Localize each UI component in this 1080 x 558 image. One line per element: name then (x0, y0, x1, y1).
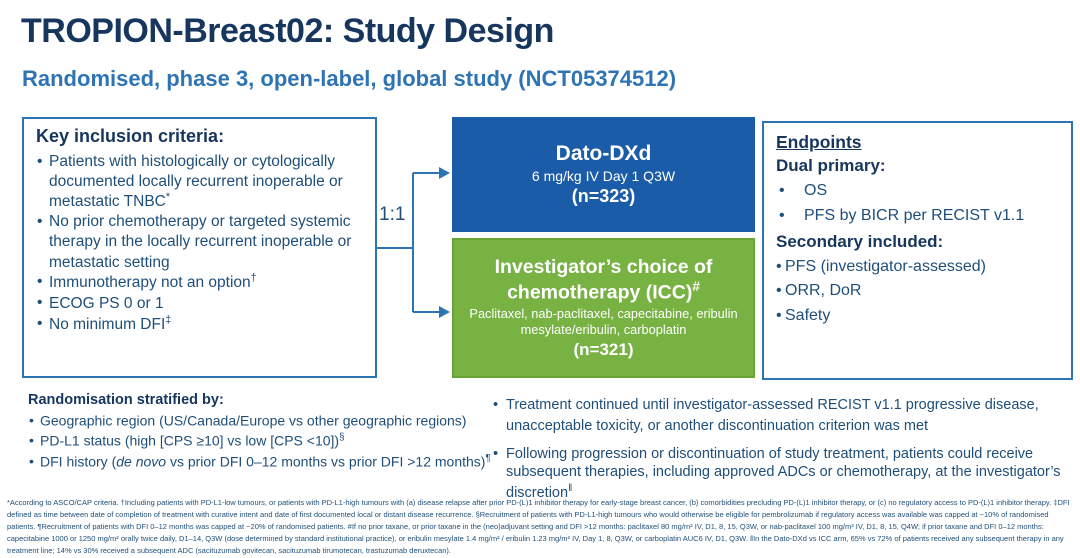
treatment-note: • Treatment continued until investigator-assessed RECIST v1.1 progressive disease, unacceptable toxicity, or another discontinuation criterion was met (492, 396, 1078, 436)
arrowhead-to-dato-arm (439, 167, 450, 179)
inclusion-bullet-list (36, 152, 365, 335)
randomisation-ratio-label: 1:1 (379, 204, 406, 225)
stratification-heading: Randomisation stratified by: (28, 392, 224, 408)
secondary-label: Secondary included: (776, 231, 944, 251)
endpoint-item: • PFS by BICR per RECIST v1.1 (776, 204, 1063, 229)
arrowhead-to-icc-arm (439, 306, 450, 318)
stratification-bullet: • DFI history (de novo vs prior DFI 0–12 months vs prior DFI >12 months)¶ (28, 452, 493, 472)
inclusion-criteria-box (22, 117, 377, 378)
stratification-section (28, 392, 493, 472)
stratification-bullet: • PD-L1 status (high [CPS ≥10] vs low [CPS <10])§ (28, 431, 493, 451)
stratification-list (28, 411, 493, 472)
dato-arm-name: Dato-DXd (555, 141, 652, 165)
dato-arm-dose: 6 mg/kg IV Day 1 Q3W (531, 168, 676, 185)
endpoint-item: • Safety (776, 304, 1063, 329)
page-subtitle: Randomised, phase 3, open-label, global study (NCT05374512) (22, 66, 677, 91)
endpoint-item: • OS (776, 179, 1063, 204)
inclusion-bullet: • No prior chemotherapy or targeted systemic therapy in the locally recurrent inoperable or metastatic setting (36, 212, 365, 272)
endpoints-heading: Endpoints (776, 132, 862, 152)
endpoint-item: • PFS (investigator-assessed) (776, 255, 1063, 280)
dato-arm-n: (n=323) (571, 186, 636, 207)
footnote-text: *According to ASCO/CAP criteria. †Including patients with PD-L1-low tumours, or patients with PD-L1-high tumours with (a) disease relapse after prior PD-(L)1 inhibitor therapy for early-stage breast cancer, (b) comorbidities precluding PD-(L)1 inhibitor therapy, or (c) no regulatory access to PD-(L)1 inhibitor therapy. ‡DFI defined as time between date of completion of treatment with curative intent and date of first documented local or distant disease recurrence. §Recruitment of patients with PD-L1-high tumours who would otherwise be eligible for pembrolizumab if regulatory access was available was capped at ~10% of randomised patients. ¶Recruitment of patients with DFI 0–12 months was capped at ~20% of randomised patients. #If no prior taxane, or prior taxane in the (neo)adjuvant setting and DFI >12 months: paclitaxel 80 mg/m² IV, D1, 8, 15, Q3W, or nab-paclitaxel 100 mg/m² IV, D1, 8, 15, Q4W; if prior taxane and DFI 0–12 months: capecitabine 1000 or 1250 mg/m² orally twice daily, D1–14, Q3W (dose determined by standard institutional practice), or eribulin mesylate 1.4 mg/m² / eribulin 1.23 mg/m² IV, Day 1, 8, Q3W, or carboplatin AUC6 IV, D1, Q3W. ‖In the Dato-DXd vs ICC arm, 65% vs 72% of patients received any subsequent therapy in any treatment line; 14% vs 30% received a subsequent ADC (sacituzumab govitecan, sacituzumab tirumotecan, trastuzumab deruxtecan). (7, 498, 1070, 555)
secondary-list (776, 255, 1063, 329)
randomisation-arrow-connector (374, 150, 454, 332)
endpoint-item: • ORR, DoR (776, 279, 1063, 304)
inclusion-heading: Key inclusion criteria: (36, 126, 225, 146)
stratification-bullet: • Geographic region (US/Canada/Europe vs other geographic regions) (28, 411, 493, 431)
icc-arm-name: Investigator’s choice of chemotherapy (ICC)# (494, 256, 713, 304)
dual-primary-label: Dual primary: (776, 156, 886, 175)
dual-primary-list (776, 179, 1063, 229)
inclusion-bullet: • ECOG PS 0 or 1 (36, 293, 365, 314)
icc-arm-box (452, 238, 755, 378)
treatment-notes-list (492, 396, 1078, 503)
page-title: TROPION-Breast02: Study Design (21, 12, 554, 50)
treatment-notes-section (492, 396, 1078, 512)
endpoints-box (762, 121, 1073, 380)
inclusion-bullet: • No minimum DFI‡ (36, 314, 365, 335)
icc-arm-n: (n=321) (573, 339, 634, 359)
treatment-note: • Following progression or discontinuation of study treatment, patients could receive subsequent therapies, including approved ADCs or chemotherapy, at the investigator’s discretion‖ (492, 445, 1078, 503)
inclusion-bullet: • Patients with histologically or cytologically documented locally recurrent inoperable or metastatic TNBC* (36, 152, 365, 212)
icc-arm-drugs: Paclitaxel, nab-paclitaxel, capecitabine, eribulin mesylate/eribulin, carboplatin (469, 305, 738, 337)
inclusion-bullet: • Immunotherapy not an option† (36, 272, 365, 293)
dato-dxd-arm-box (452, 117, 755, 232)
